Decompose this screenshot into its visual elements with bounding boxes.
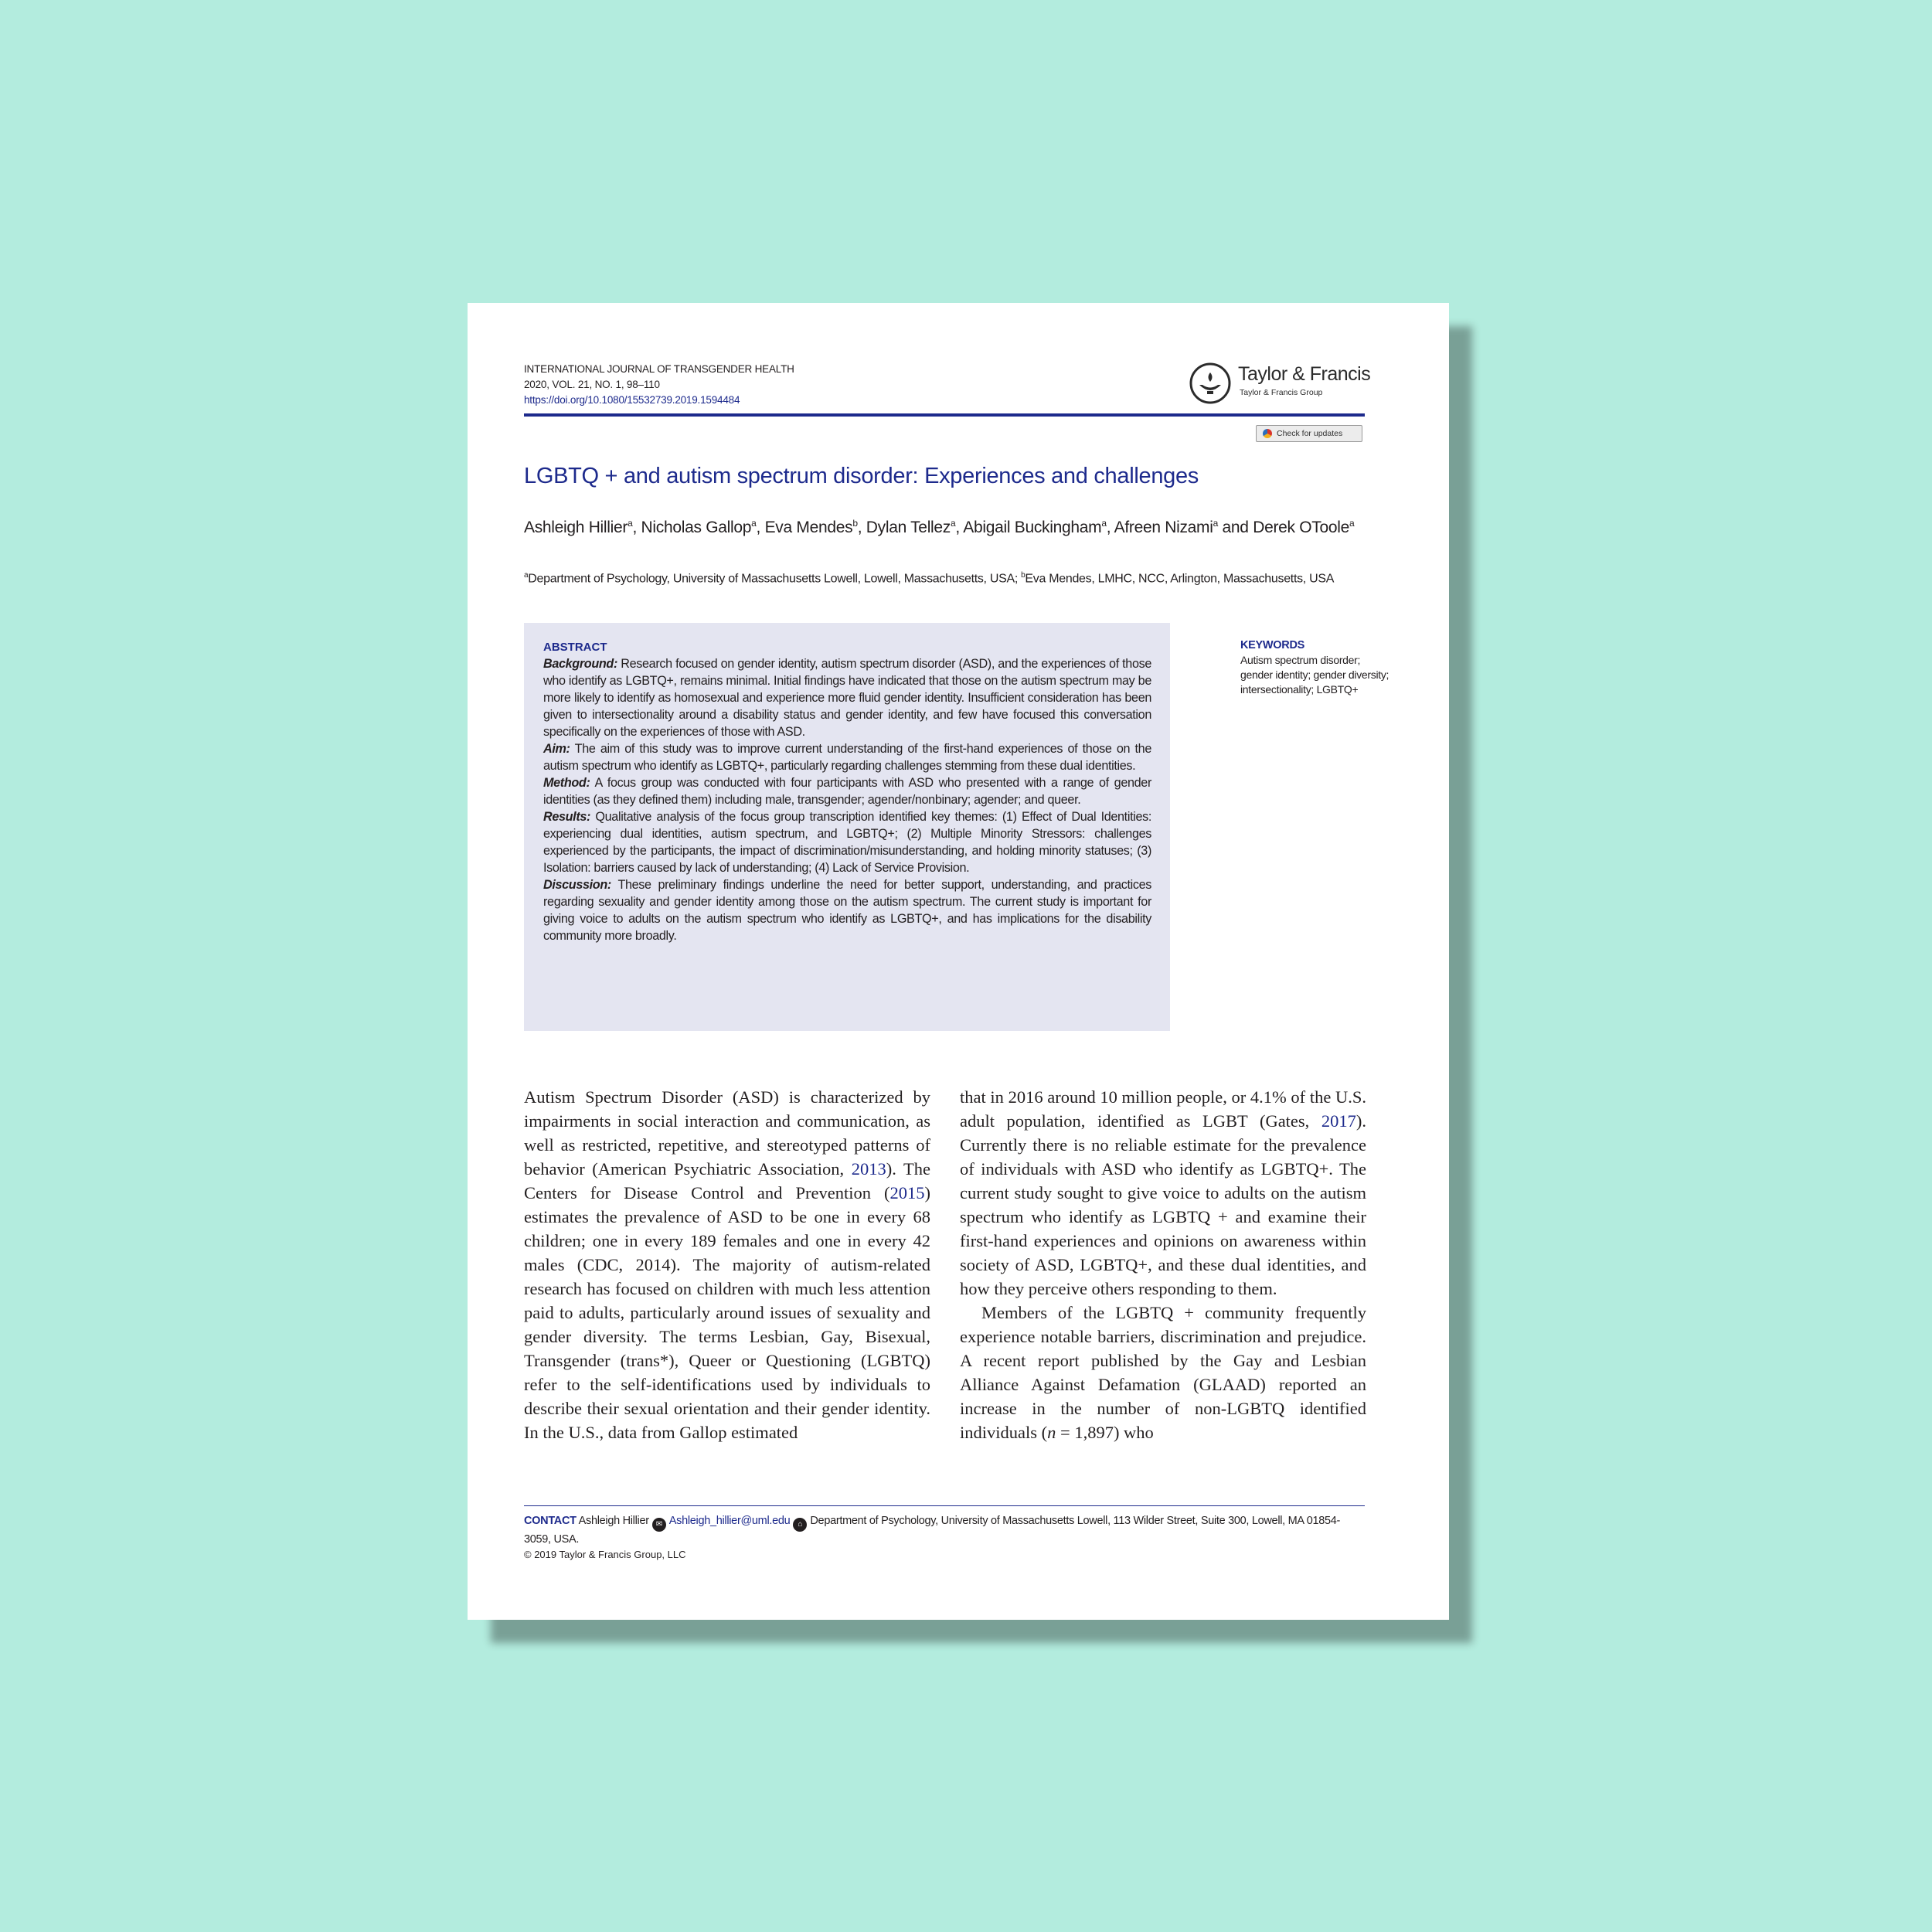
author-affil-sup: b [852,518,858,529]
abstract-discussion [543,876,1151,944]
author-affil-sup: a [1101,518,1107,529]
contact-email[interactable]: Ashleigh_hillier@uml.edu [668,1515,791,1527]
body-text: n [1047,1423,1056,1442]
keywords-list: Autism spectrum disorder; gender identity; gender diversity; intersectionality; LGBTQ+ [1240,654,1389,696]
author-name: Abigail Buckingham [963,519,1102,536]
body-text: Autism Spectrum Disorder (ASD) is characterized by impairments in social interaction and communication, as well as restricted, repetitive, and stereotyped patterns of behavior (American Psychiatric Association, [524,1087,930,1179]
crossmark-icon [1263,429,1272,438]
lamp-icon [1189,362,1232,405]
contact-info [524,1513,1366,1547]
copyright: © 2019 Taylor & Francis Group, LLC [524,1549,686,1560]
author-separator: , [632,519,641,536]
body-column-right [960,1085,1366,1444]
article-page [468,303,1449,1620]
author-separator: , [857,519,866,536]
body-text: = 1,897) who [1056,1423,1154,1442]
body-text: that in 2016 around 10 million people, or 4.1% of the U.S. adult population, identified as LGBT (Gates, [960,1087,1366,1131]
journal-meta [524,362,794,408]
body-paragraph [960,1085,1366,1301]
keywords-heading: KEYWORDS [1240,639,1304,651]
author-affil-sup: a [1349,518,1355,529]
affil-a-sup: a [524,571,529,580]
body-column-left [524,1085,930,1444]
contact-name: Ashleigh Hillier [578,1515,649,1527]
contact-label: CONTACT [524,1515,577,1527]
footer-rule [524,1505,1365,1506]
body-text: ). The Centers for Disease Control and Prevention ( [524,1159,930,1202]
abstract-aim [543,740,1151,774]
citation-link[interactable]: 2013 [851,1159,886,1179]
affil-b: Eva Mendes, LMHC, NCC, Arlington, Massachusetts, USA [1025,572,1335,586]
abstract-text: A focus group was conducted with four participants with ASD who presented with a range of gender identities (as they defined them) including male, transgender; agender/nonbinary; agender; and queer. [543,776,1151,807]
abstract-heading: ABSTRACT [543,641,607,654]
abstract-box [524,623,1170,1031]
abstract-label: Results: [543,810,591,824]
body-text: ). Currently there is no reliable estimate for the prevalence of individuals with ASD who identify as LGBTQ+. The current study sought to give voice to adults on the autism spectrum who identify as LGBTQ + and examine their first-hand experiences and opinions on awareness within society of ASD, LGBTQ+, and these dual identities, and how they perceive others responding to them. [960,1111,1366,1298]
publisher-group: Taylor & Francis Group [1240,388,1323,397]
author-separator: and [1218,519,1253,536]
author-affil-sup: a [628,518,633,529]
abstract-label: Discussion: [543,878,611,892]
publisher-name: Taylor & Francis [1238,363,1371,385]
contact-address: Department of Psychology, University of Massachusetts Lowell, 113 Wilder Street, Suite 300, Lowell, MA 01854-3059, USA. [524,1515,1341,1546]
abstract-text: The aim of this study was to improve current understanding of the first-hand experiences of those on the autism spectrum who identify as LGBTQ+, particularly regarding challenges stemming from these dual identities. [543,742,1151,773]
email-icon: ✉ [652,1518,666,1532]
abstract-text: Qualitative analysis of the focus group transcription identified key themes: (1) Effect of Dual Identities: experiencing dual identities, autism spectrum, and LGBTQ+; (2) Multiple Minority Stressors: challenges experienced by the participants, the impact of discrimination/misunderstanding, and holding minority statuses; (3) Isolation: barriers caused by lack of understanding; (4) Lack of Service Provision. [543,810,1152,875]
abstract-results [543,808,1151,876]
body-text: ) estimates the prevalence of ASD to be one in every 68 children; one in every 189 females and one in every 42 males (CDC, 2014). The majority of autism-related research has focused on children with much less attention paid to adults, particularly around issues of sexuality and gender diversity. The terms Lesbian, Gay, Bisexual, Transgender (trans*), Queer or Questioning (LGBTQ) refer to the self-identifications used by individuals to describe their sexual orientation and their gender identity. In the U.S., data from Gallop estimated [524,1183,930,1442]
body-paragraph [524,1085,930,1444]
journal-name: INTERNATIONAL JOURNAL OF TRANSGENDER HEALTH [524,363,794,375]
body-text: Members of the LGBTQ + community frequently experience notable barriers, discrimination and prejudice. A recent report published by the Gay and Lesbian Alliance Against Defamation (GLAAD) reported an increase in the number of non-LGBTQ identified individuals ( [960,1303,1366,1442]
abstract-text: Research focused on gender identity, autism spectrum disorder (ASD), and the experiences of those who identify as LGBTQ+, remains minimal. Initial findings have indicated that those on the autism spectrum may be more likely to identify as homosexual and experience more fluid gender identity. Insufficient consideration has been given to intersectionality around a disability status and gender identity, and few have focused this conversation specifically on the experiences of those with ASD. [543,657,1151,739]
journal-volume: 2020, VOL. 21, NO. 1, 98–110 [524,379,660,390]
publisher-logo [1189,362,1371,405]
doi-link[interactable]: https://doi.org/10.1080/15532739.2019.1594484 [524,394,740,406]
affil-b-sup: b [1021,571,1026,580]
author-name: Afreen Nizami [1114,519,1213,536]
address-icon: ⌂ [793,1518,807,1532]
author-affil-sup: a [751,518,757,529]
affiliations [524,567,1366,587]
author-separator: , [1106,519,1114,536]
citation-link[interactable]: 2015 [889,1183,925,1202]
abstract-label: Background: [543,657,617,671]
body-paragraph [960,1301,1366,1444]
abstract-label: Method: [543,776,590,790]
abstract-text: These preliminary findings underline the need for better support, understanding, and practices regarding sexuality and gender identity among those on the autism spectrum. The current study is important for giving voice to adults on the autism spectrum who identify as LGBTQ+, and has implications for the disability community more broadly. [543,878,1151,943]
keywords [1240,638,1395,697]
article-title: LGBTQ + and autism spectrum disorder: Experiences and challenges [524,464,1199,488]
citation-link[interactable]: 2017 [1321,1111,1356,1131]
author-affil-sup: a [951,518,956,529]
author-name: Derek OToole [1253,519,1350,536]
abstract-method [543,774,1151,808]
author-separator: , [955,519,964,536]
author-affil-sup: a [1213,518,1218,529]
abstract-label: Aim: [543,742,570,756]
abstract-background [543,655,1151,740]
header-rule [524,413,1365,417]
author-name: Ashleigh Hillier [524,519,628,536]
affil-a: Department of Psychology, University of Massachusetts Lowell, Lowell, Massachusetts, USA; [528,572,1022,586]
author-separator: , [756,519,765,536]
check-updates-label: Check for updates [1277,429,1343,438]
author-name: Nicholas Gallop [641,519,752,536]
check-updates-button[interactable] [1256,425,1362,442]
author-name: Dylan Tellez [866,519,951,536]
author-name: Eva Mendes [764,519,853,536]
author-list [524,513,1366,538]
